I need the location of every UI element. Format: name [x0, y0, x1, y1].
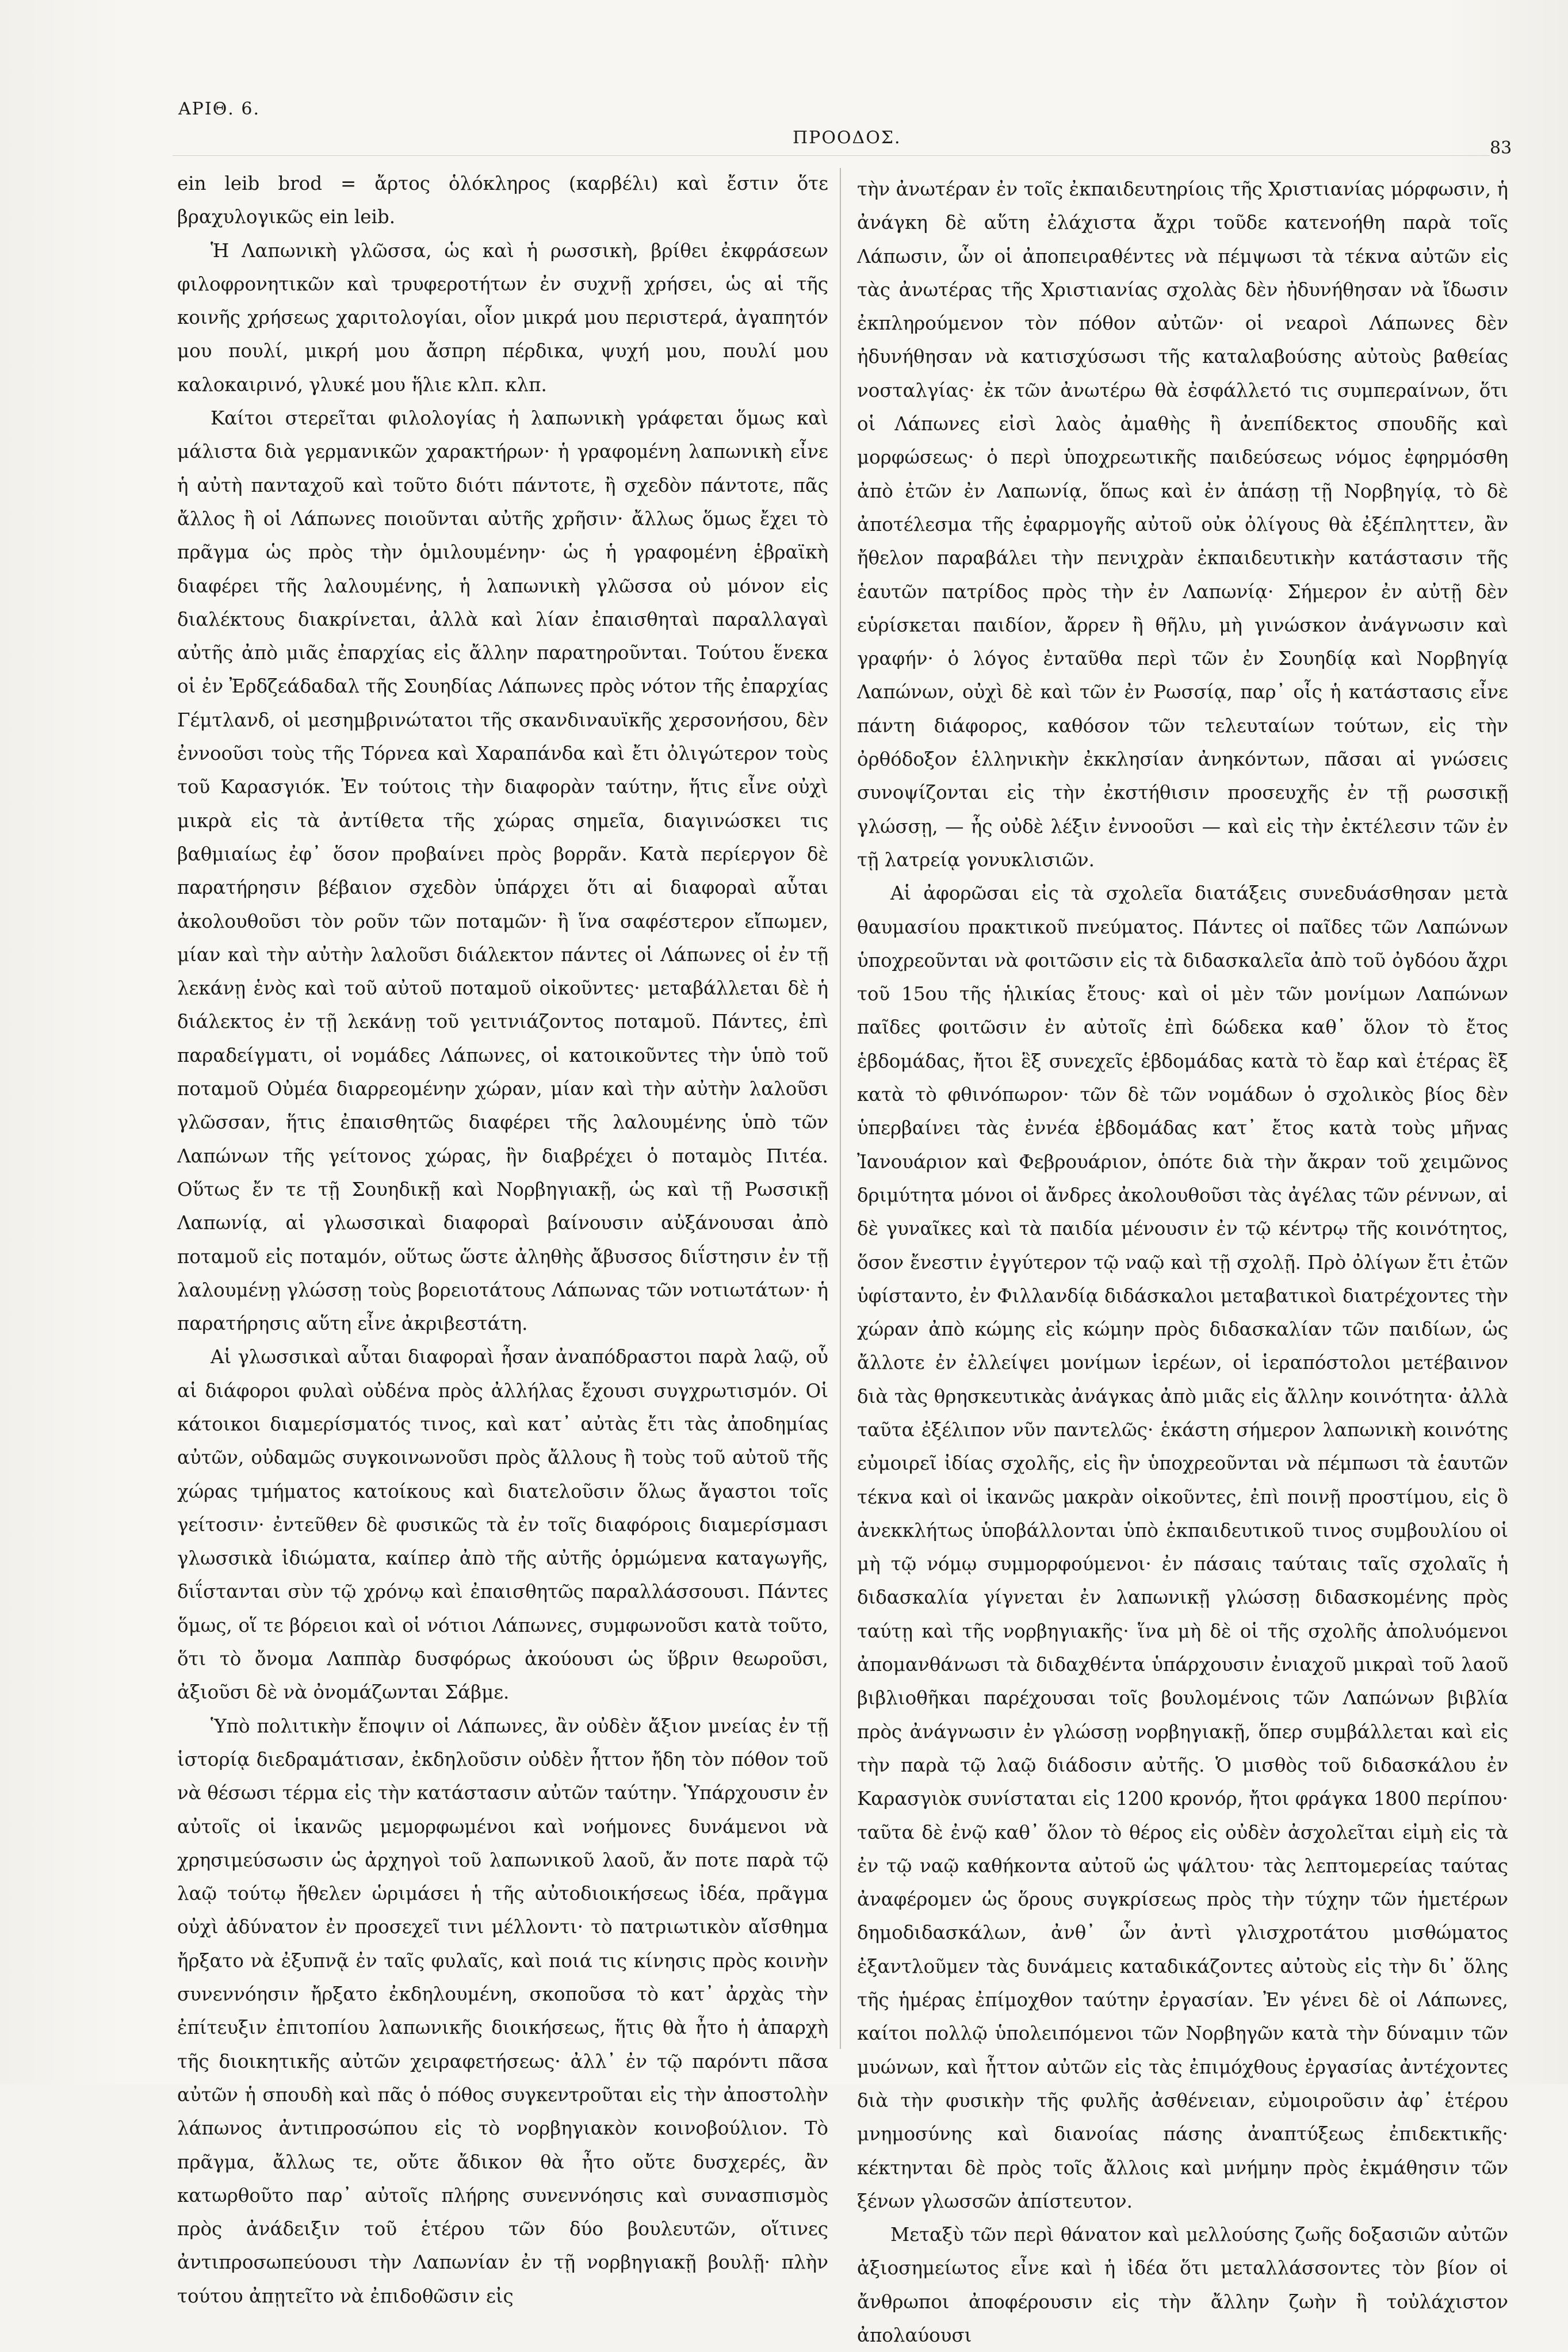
column-divider [840, 168, 841, 2049]
journal-title: ΠΡΟΟΔΟΣ. [793, 128, 901, 148]
paragraph: Ἡ Λαπωνικὴ γλῶσσα, ὡς καὶ ἡ ρωσσικὴ, βρίθει ἐκφράσεων φιλοφρονητικῶν καὶ τρυφεροτήτων ἐν συχνῇ χρήσει, ὡς αἱ τῆς κοινῆς χρήσεως χαριτολογίαι, οἷον μικρά μου περιστερά, ἀγαπητόν μου πουλί, μικρή μου ἄσπρη πέρδικα, ψυχή μου, πουλί μου καλοκαιρινό, γλυκέ μου ἥλιε κλπ. κλπ. [177, 239, 828, 396]
issue-number: ΑΡΙΘ. 6. [178, 99, 260, 119]
paragraph: Μεταξὺ τῶν περὶ θάνατον καὶ μελλούσης ζωῆς δοξασιῶν αὐτῶν ἀξιοσημείωτος εἶνε καὶ ἡ ἰδέα ὅτι μεταλλάσσοντες τὸν βίον οἱ ἄνθρωποι ἀποφέρουσιν εἰς τὴν ἄλλην ζωὴν ἢ τοὐλάχιστον ἀπολαύουσι [857, 2224, 1508, 2346]
paragraph: Ὑπὸ πολιτικὴν ἔποψιν οἱ Λάπωνες, ἂν οὐδὲν ἄξιον μνείας ἐν τῇ ἱστορίᾳ διεδραμάτισαν, ἐκδηλοῦσιν οὐδὲν ἧττον ἤδη τὸν πόθον τοῦ νὰ θέσωσι τέρμα εἰς τὴν κατάστασιν αὐτῶν ταύτην. Ὑπάρχουσιν ἐν αὐτοῖς οἱ ἱκανῶς μεμορφωμένοι καὶ νοήμονες δυνάμενοι νὰ χρησιμεύσωσιν ὡς ἀρχηγοὶ τοῦ λαπωνικοῦ λαοῦ, ἄν ποτε παρὰ τῷ λαῷ τούτῳ ἤθελεν ὡριμάσει ἡ τῆς αὐτοδιοικήσεως ἰδέα, πρᾶγμα οὐχὶ ἀδύνατον ἐν προσεχεῖ τινι μέλλοντι· τὸ πατριωτικὸν αἴσθημα ἤρξατο νὰ ἐξυπνᾷ ἐν ταῖς φυλαῖς, καὶ ποιά τις κίνησις πρὸς κοινὴν συνεννόησιν ἤρξατο ἐκδηλουμένη, σκοποῦσα τὸ κατ᾽ ἀρχὰς τὴν ἐπίτευξιν ἐπιτοπίου λαπωνικῆς διοικήσεως, ἥτις θὰ ἦτο ἡ ἀπαρχὴ τῆς διοικητικῆς αὐτῶν χειραφετήσεως· ἀλλ᾽ ἐν τῷ παρόντι πᾶσα αὐτῶν ἡ σπουδὴ καὶ πᾶς ὁ πόθος συγκεντροῦται εἰς τὴν ἀποστολὴν λάπωνος ἀντιπροσώπου εἰς τὸ νορβηγιακὸν κοινοβούλιον. Τὸ πρᾶγμα, ἄλλως τε, οὔτε ἄδικον θὰ ἦτο οὔτε δυσχερές, ἂν κατωρθοῦτο παρ᾽ αὐτοῖς πλήρης συνεννόησις καὶ συνασπισμὸς πρὸς ἀνάδειξιν τοῦ ἑτέρου τῶν δύο βουλευτῶν, οἵτινες ἀντιπροσωπεύουσι τὴν Λαπωνίαν ἐν τῇ νορβηγιακῇ βουλῇ· πλὴν τούτου ἀπῃτεῖτο νὰ ἐπιδοθῶσιν εἰς [177, 1715, 828, 2307]
page-number: 83 [1490, 138, 1512, 158]
right-column [857, 173, 1508, 2346]
left-column [177, 167, 828, 2307]
paragraph: Αἱ γλωσσικαὶ αὗται διαφοραὶ ἦσαν ἀναπόδραστοι παρὰ λαῷ, οὗ αἱ διάφοροι φυλαὶ οὐδένα πρὸς ἀλλήλας ἔχουσι συγχρωτισμόν. Οἱ κάτοικοι διαμερίσματός τινος, καὶ κατ᾽ αὐτὰς ἔτι τὰς ἀποδημίας αὐτῶν, οὐδαμῶς συγκοινωνοῦσι πρὸς ἄλλους ἢ τοὺς τοῦ αὐτοῦ τῆς χώρας τμήματος κατοίκους καὶ διατελοῦσιν ὅλως ἄγαστοι τοῖς γείτοσιν· ἐντεῦθεν δὲ φυσικῶς τὰ ἐν τοῖς διαφόροις διαμερίσμασι γλωσσικὰ ἰδιώματα, καίπερ ἀπὸ τῆς αὐτῆς ὁρμώμενα καταγωγῆς, διΐστανται σὺν τῷ χρόνῳ καὶ ἐπαισθητῶς παραλλάσσουσι. Πάντες ὅμως, οἵ τε βόρειοι καὶ οἱ νότιοι Λάπωνες, συμφωνοῦσι κατὰ τοῦτο, ὅτι τὸ ὄνομα Λαππὰρ δυσφόρως ἀκούουσι ὡς ὕβριν θεωροῦσι, ἀξιοῦσι δὲ νὰ ὀνομάζωνται Σάβμε. [177, 1346, 828, 1704]
paragraph: ein leib brod = ἄρτος ὁλόκληρος (καρβέλι) καὶ ἔστιν ὅτε βραχυλογικῶς ein leib. [177, 173, 828, 228]
header-divider [173, 155, 1490, 156]
paragraph: Καίτοι στερεῖται φιλολογίας ἡ λαπωνικὴ γράφεται ὅμως καὶ μάλιστα διὰ γερμανικῶν χαρακτήρων· ἡ γραφομένη λαπωνικὴ εἶνε ἡ αὐτὴ πανταχοῦ καὶ τοῦτο διότι πάντοτε, ἢ σχεδὸν πάντοτε, πᾶς ἄλλος ἢ οἱ Λάπωνες ποιοῦνται αὐτῆς χρῆσιν· ἄλλως ὅμως ἔχει τὸ πρᾶγμα ὡς πρὸς τὴν ὁμιλουμένην· ὡς ἡ γραφομένη ἑβραϊκὴ διαφέρει τῆς λαλουμένης, ἡ λαπωνικὴ γλῶσσα οὐ μόνον εἰς διαλέκτους διακρίνεται, ἀλλὰ καὶ λίαν ἐπαισθηταὶ παραλλαγαὶ αὐτῆς ἀπὸ μιᾶς ἐπαρχίας εἰς ἄλλην παρατηροῦνται. Τούτου ἕνεκα οἱ ἐν Ἐρδζεάδαδαλ τῆς Σουηδίας Λάπωνες πρὸς νότον τῆς ἐπαρχίας Γέμτλανδ, οἱ μεσημβρινώτατοι τῆς σκανδιναυϊκῆς χερσονήσου, δὲν ἐννοοῦσι τοὺς τῆς Τόρνεα καὶ Χαραπάνδα καὶ ἔτι ὀλιγώτερον τοὺς τοῦ Καρασγιόκ. Ἐν τούτοις τὴν διαφορὰν ταύτην, ἥτις εἶνε οὐχὶ μικρὰ εἰς τὰ ἀντίθετα τῆς χώρας σημεῖα, διαγινώσκει τις βαθμιαίως ἐφ᾽ ὅσον προβαίνει πρὸς βορρᾶν. Κατὰ περίεργον δὲ παρατήρησιν βέβαιον σχεδὸν ὑπάρχει ὅτι αἱ διαφοραὶ αὗται ἀκολουθοῦσι τὸν ροῦν τῶν ποταμῶν· ἢ ἵνα σαφέστερον εἴπωμεν, μίαν καὶ τὴν αὐτὴν λαλοῦσι διάλεκτον πάντες οἱ Λάπωνες οἱ ἐν τῇ λεκάνῃ ἑνὸς καὶ τοῦ αὐτοῦ ποταμοῦ οἰκοῦντες· μεταβάλλεται δὲ ἡ διάλεκτος ἐν τῇ λεκάνῃ τοῦ γειτνιάζοντος ποταμοῦ. Πάντες, ἐπὶ παραδείγματι, οἱ νομάδες Λάπωνες, οἱ κατοικοῦντες τὴν ὑπὸ τοῦ ποταμοῦ Οὐμέα διαρρεομένην χώραν, μίαν καὶ τὴν αὐτὴν λαλοῦσι γλῶσσαν, ἥτις ἐπαισθητῶς διαφέρει τῆς λαλουμένης ὑπὸ τῶν Λαπώνων τῆς γείτονος χώρας, ἣν διαβρέχει ὁ ποταμὸς Πιτέα. Οὕτως ἔν τε τῇ Σουηδικῇ καὶ Νορβηγιακῇ, ὡς καὶ τῇ Ρωσσικῇ Λαπωνίᾳ, αἱ γλωσσικαὶ διαφοραὶ βαίνουσιν αὐξάνουσαι ἀπὸ ποταμοῦ εἰς ποταμόν, οὕτως ὥστε ἀληθὴς ἄβυσσος διΐστησιν ἐν τῇ λαλουμένῃ γλώσσῃ τοὺς βορειοτάτους Λάπωνας τῶν νοτιωτάτων· ἡ παρατήρησις αὕτη εἶνε ἀκριβεστάτη. [177, 407, 828, 1335]
paragraph: τὴν ἀνωτέραν ἐν τοῖς ἐκπαιδευτηρίοις τῆς Χριστιανίας μόρφωσιν, ἡ ἀνάγκη δὲ αὕτη ἐλάχιστα ἄχρι τοῦδε κατενοήθη παρὰ τοῖς Λάπωσιν, ὧν οἱ ἀποπειραθέντες νὰ πέμψωσι τὰ τέκνα αὐτῶν εἰς τὰς ἀνωτέρας τῆς Χριστιανίας σχολὰς δὲν ἠδυνήθησαν νὰ ἴδωσιν ἐκπληρούμενον τὸν πόθον αὐτῶν· οἱ νεαροὶ Λάπωνες δὲν ἠδυνήθησαν νὰ κατισχύσωσι τῆς καταλαβούσης αὐτοὺς βαθείας νοσταλγίας· ἐκ τῶν ἀνωτέρω θὰ ἐσφάλλετό τις συμπεραίνων, ὅτι οἱ Λάπωνες εἰσὶ λαὸς ἀμαθὴς ἢ ἀνεπίδεκτος σπουδῆς καὶ μορφώσεως· ὁ περὶ ὑποχρεωτικῆς παιδεύσεως νόμος ἐφηρμόσθη ἀπὸ ἐτῶν ἐν Λαπωνίᾳ, ὅπως καὶ ἐν ἁπάσῃ τῇ Νορβηγίᾳ, τὸ δὲ ἀποτέλεσμα τῆς ἐφαρμογῆς αὐτοῦ οὐκ ὀλίγους θὰ ἐξέπληττεν, ἂν ἤθελον παραβάλει τὴν πενιχρὰν ἐκπαιδευτικὴν κατάστασιν τῆς ἑαυτῶν πατρίδος πρὸς τὴν ἐν Λαπωνίᾳ· Σήμερον ἐν αὐτῇ δὲν εὑρίσκεται παιδίον, ἄρρεν ἢ θῆλυ, μὴ γινώσκον ἀνάγνωσιν καὶ γραφήν· ὁ λόγος ἐνταῦθα περὶ τῶν ἐν Σουηδίᾳ καὶ Νορβηγίᾳ Λαπώνων, οὐχὶ δὲ καὶ τῶν ἐν Ρωσσίᾳ, παρ᾽ οἷς ἡ κατάστασις εἶνε πάντη διάφορος, καθόσον τῶν τελευταίων τούτων, εἰς τὴν ὀρθόδοξον ἑλληνικὴν ἐκκλησίαν ἀνηκόντων, πᾶσαι αἱ γνώσεις συνοψίζονται εἰς τὴν ἐκστήθισιν προσευχῆς ἐν τῇ ρωσσικῇ γλώσσῃ, — ἧς οὐδὲ λέξιν ἐννοοῦσι — καὶ εἰς τὴν ἐκτέλεσιν τῶν ἐν τῇ λατρείᾳ γονυκλισιῶν. [857, 178, 1508, 871]
paragraph: Αἱ ἀφορῶσαι εἰς τὰ σχολεῖα διατάξεις συνεδυάσθησαν μετὰ θαυμασίου πρακτικοῦ πνεύματος. Πάντες οἱ παῖδες τῶν Λαπώνων ὑποχρεοῦνται νὰ φοιτῶσιν εἰς τὰ διδασκαλεῖα ἀπὸ τοῦ ὀγδόου ἄχρι τοῦ 15ου τῆς ἡλικίας ἔτους· καὶ οἱ μὲν τῶν μονίμων Λαπώνων παῖδες φοιτῶσιν ἐν αὐτοῖς ἐπὶ δώδεκα καθ᾽ ὅλον τὸ ἔτος ἑβδομάδας, ἤτοι ἓξ συνεχεῖς ἑβδομάδας κατὰ τὸ ἔαρ καὶ ἑτέρας ἓξ κατὰ τὸ φθινόπωρον· τῶν δὲ τῶν νομάδων ὁ σχολικὸς βίος δὲν ὑπερβαίνει τὰς ἐννέα ἑβδομάδας κατ᾽ ἔτος κατὰ τοὺς μῆνας Ἰανουάριον καὶ Φεβρουάριον, ὁπότε διὰ τὴν ἄκραν τοῦ χειμῶνος δριμύτητα μόνοι οἱ ἄνδρες ἀκολουθοῦσι τὰς ἀγέλας τῶν ρέννων, αἱ δὲ γυναῖκες καὶ τὰ παιδία μένουσιν ἐν τῷ κέντρῳ τῆς κοινότητος, ὅσον ἔνεστιν ἐγγύτερον τῷ ναῷ καὶ τῇ σχολῇ. Πρὸ ὀλίγων ἔτι ἐτῶν ὑφίσταντο, ἐν Φιλλανδίᾳ διδάσκαλοι μεταβατικοὶ διατρέχοντες τὴν χώραν ἀπὸ κώμης εἰς κώμην πρὸς διδασκαλίαν τῶν παιδίων, ὡς ἄλλοτε ἐν ἐλλείψει μονίμων ἱερέων, οἱ ἱεραπόστολοι μετέβαινον διὰ τὰς θρησκευτικὰς ἀνάγκας ἀπὸ μιᾶς εἰς ἄλλην κοινότητα· ἀλλὰ ταῦτα ἐξέλιπον νῦν παντελῶς· ἑκάστη σήμερον λαπωνικὴ κοινότης εὐμοιρεῖ ἰδίας σχολῆς, εἰς ἣν ὑποχρεοῦνται νὰ πέμπωσι τὰ ἑαυτῶν τέκνα καὶ οἱ ἱκανῶς μακρὰν οἰκοῦντες, ἐπὶ ποινῇ προστίμου, εἰς ὃ ἀνεκκλήτως ὑποβάλλονται ὑπὸ ἐκπαιδευτικοῦ τινος συμβουλίου οἱ μὴ τῷ νόμῳ συμμορφούμενοι· ἐν πάσαις ταύταις ταῖς σχολαῖς ἡ διδασκαλία γίγνεται ἐν λαπωνικῇ γλώσσῃ διδασκομένης πρὸς ταύτῃ καὶ τῆς νορβηγιακῆς· ἵνα μὴ δὲ οἱ τῆς σχολῆς ἀπολυόμενοι ἀπομανθάνωσι τὰ διδαχθέντα ὑπάρχουσιν ἐνιαχοῦ μικραὶ τοῦ λαοῦ βιβλιοθῆκαι παρέχουσαι τοῖς βουλομένοις τῶν Λαπώνων βιβλία πρὸς ἀνάγνωσιν ἐν γλώσσῃ νορβηγιακῇ, ὅπερ συμβάλλεται καὶ εἰς τὴν παρὰ τῷ λαῷ διάδοσιν αὐτῆς. Ὁ μισθὸς τοῦ διδασκάλου ἐν Καρασγιὸκ συνίσταται εἰς 1200 κρονόρ, ἤτοι φράγκα 1800 περίπου· ταῦτα δὲ ἐνῷ καθ᾽ ὅλον τὸ θέρος εἰς οὐδὲν ἀσχολεῖται εἰμὴ εἰς τὰ ἐν τῷ ναῷ καθήκοντα αὐτοῦ ὡς ψάλτου· τὰς λεπτομερείας ταύτας ἀναφέρομεν ὡς ὅρους συγκρίσεως πρὸς τὴν τύχην τῶν ἡμετέρων δημοδιδασκάλων, ἀνθ᾽ ὧν ἀντὶ γλισχροτάτου μισθώματος ἐξαντλοῦμεν τὰς δυνάμεις καταδικάζοντες αὐτοὺς εἰς τὴν δι᾽ ὅλης τῆς ἡμέρας ἐπίμοχθον ταύτην ἐργασίαν. Ἐν γένει δὲ οἱ Λάπωνες, καίτοι πολλῷ ὑπολειπόμενοι τῶν Νορβηγῶν κατὰ τὴν δύναμιν τῶν μυώνων, καὶ ἧττον αὐτῶν εἰς τὰς ἐπιμόχθους ἐργασίας ἀντέχοντες διὰ τὴν φυσικὴν τῆς φυλῆς ἀσθένειαν, εὐμοιροῦσιν ἀφ᾽ ἑτέρου μνημοσύνης καὶ διανοίας πάσης ἀναπτύξεως ἐπιδεκτικῆς· κέκτηνται δὲ πρὸς τοῖς ἄλλοις καὶ μνήμην πρὸς ἐκμάθησιν τῶν ξένων γλωσσῶν ἀπίστευτον. [857, 882, 1508, 2212]
